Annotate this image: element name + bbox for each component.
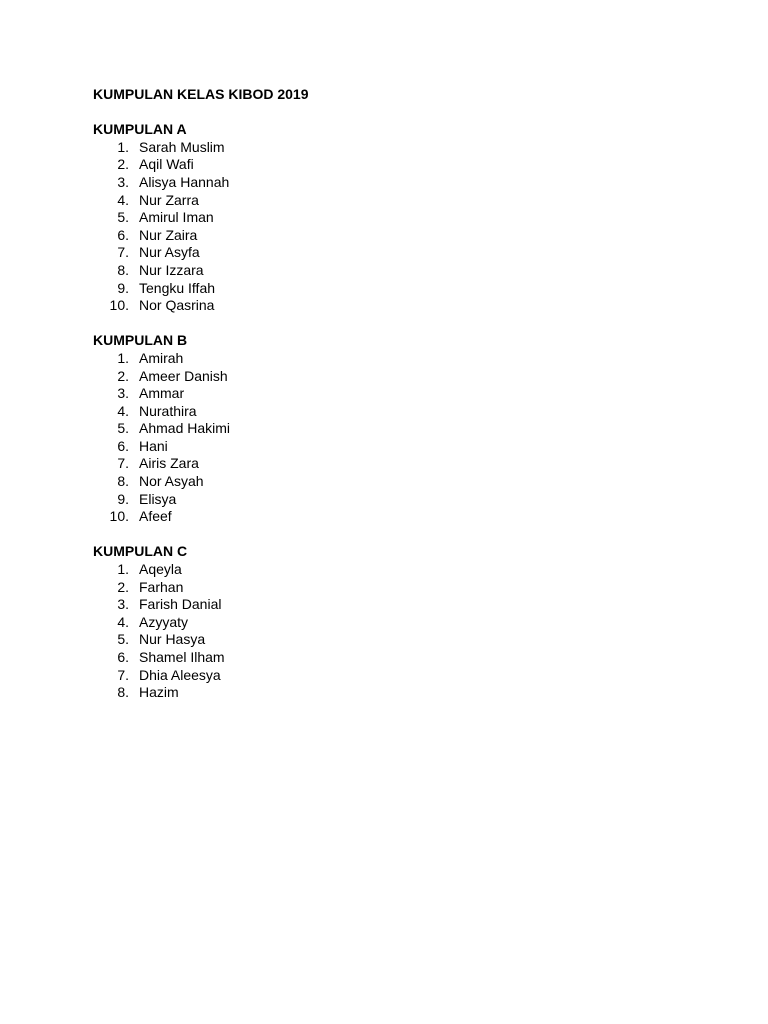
list-item-number: 1.	[117, 561, 129, 578]
list-item	[93, 420, 693, 438]
member-name: Aqeyla	[139, 561, 182, 578]
list-item	[93, 438, 693, 456]
list-item-number: 2.	[117, 578, 129, 595]
list-item-number: 1.	[117, 138, 129, 155]
list-item-number: 9.	[117, 490, 129, 507]
member-list	[93, 350, 693, 526]
list-item	[93, 561, 693, 579]
group-section	[93, 332, 693, 526]
list-item-number: 5.	[117, 420, 129, 437]
member-name: Tengku Iffah	[139, 279, 216, 296]
member-name: Shamel Ilham	[139, 649, 225, 665]
member-name: Sarah Muslim	[139, 138, 225, 155]
list-item	[93, 403, 693, 421]
list-item	[93, 579, 693, 597]
member-name: Amirah	[139, 349, 184, 366]
member-name: Afeef	[139, 508, 172, 525]
list-item	[93, 139, 693, 157]
list-item-number: 4.	[117, 613, 129, 630]
member-name: Amirul Iman	[139, 209, 214, 226]
list-item-number: 8.	[117, 684, 129, 701]
group-container	[93, 121, 693, 702]
member-name: Dhia Aleesya	[139, 666, 221, 683]
list-item	[93, 455, 693, 473]
member-name: Farish Danial	[139, 596, 222, 613]
member-name: Nur Zarra	[139, 191, 199, 208]
list-item	[93, 280, 693, 298]
list-item-number: 8.	[117, 473, 129, 490]
list-item-number: 1.	[117, 349, 129, 366]
list-item-number: 4.	[117, 191, 129, 208]
list-item	[93, 227, 693, 245]
member-name: Farhan	[139, 578, 184, 595]
document-page	[93, 86, 693, 702]
member-name: Nur Izzara	[139, 261, 204, 278]
list-item-number: 2.	[117, 156, 129, 173]
member-name: Elisya	[139, 490, 177, 507]
list-item-number: 10.	[109, 297, 129, 314]
list-item-number: 7.	[117, 244, 129, 261]
group-section	[93, 543, 693, 701]
list-item-number: 6.	[117, 649, 129, 665]
member-name: Hazim	[139, 684, 179, 701]
list-item-number: 5.	[117, 209, 129, 226]
list-item-number: 9.	[117, 279, 129, 296]
list-item-number: 8.	[117, 261, 129, 278]
group-title: KUMPULAN C	[93, 543, 188, 560]
member-name: Ahmad Hakimi	[139, 420, 231, 437]
member-name: Alisya Hannah	[139, 173, 230, 190]
list-item	[93, 262, 693, 280]
member-name: Nor Qasrina	[139, 297, 215, 314]
list-item	[93, 368, 693, 386]
list-item	[93, 667, 693, 685]
member-name: Airis Zara	[139, 455, 199, 472]
list-item-number: 3.	[117, 385, 129, 402]
member-name: Ameer Danish	[139, 367, 228, 384]
list-item	[93, 156, 693, 174]
member-name: Ammar	[139, 385, 185, 402]
member-name: Aqil Wafi	[139, 156, 194, 173]
list-item	[93, 684, 693, 702]
list-item-number: 5.	[117, 631, 129, 648]
list-item	[93, 473, 693, 491]
group-section	[93, 121, 693, 315]
list-item-number: 4.	[117, 402, 129, 419]
list-item	[93, 649, 693, 667]
list-item-number: 2.	[117, 367, 129, 384]
group-title: KUMPULAN B	[93, 332, 188, 349]
list-item	[93, 614, 693, 632]
list-item-number: 7.	[117, 666, 129, 683]
member-name: Nurathira	[139, 402, 197, 419]
list-item	[93, 385, 693, 403]
list-item	[93, 491, 693, 509]
list-item	[93, 297, 693, 315]
member-name: Nur Hasya	[139, 631, 206, 648]
list-item-number: 3.	[117, 173, 129, 190]
member-list	[93, 561, 693, 702]
list-item-number: 6.	[117, 437, 129, 454]
list-item	[93, 174, 693, 192]
member-name: Hani	[139, 437, 168, 454]
member-name: Nor Asyah	[139, 473, 204, 490]
list-item-number: 7.	[117, 455, 129, 472]
list-item	[93, 508, 693, 526]
list-item	[93, 350, 693, 368]
member-name: Nur Zaira	[139, 226, 198, 243]
member-name: Azyyaty	[139, 613, 189, 630]
list-item	[93, 192, 693, 210]
member-name: Nur Asyfa	[139, 244, 200, 261]
list-item-number: 10.	[109, 508, 129, 525]
list-item	[93, 244, 693, 262]
document-title: KUMPULAN KELAS KIBOD 2019	[93, 86, 309, 102]
list-item-number: 6.	[117, 226, 129, 243]
list-item	[93, 209, 693, 227]
list-item	[93, 596, 693, 614]
group-title: KUMPULAN A	[93, 121, 187, 138]
member-list	[93, 139, 693, 315]
list-item	[93, 631, 693, 649]
list-item-number: 3.	[117, 596, 129, 613]
